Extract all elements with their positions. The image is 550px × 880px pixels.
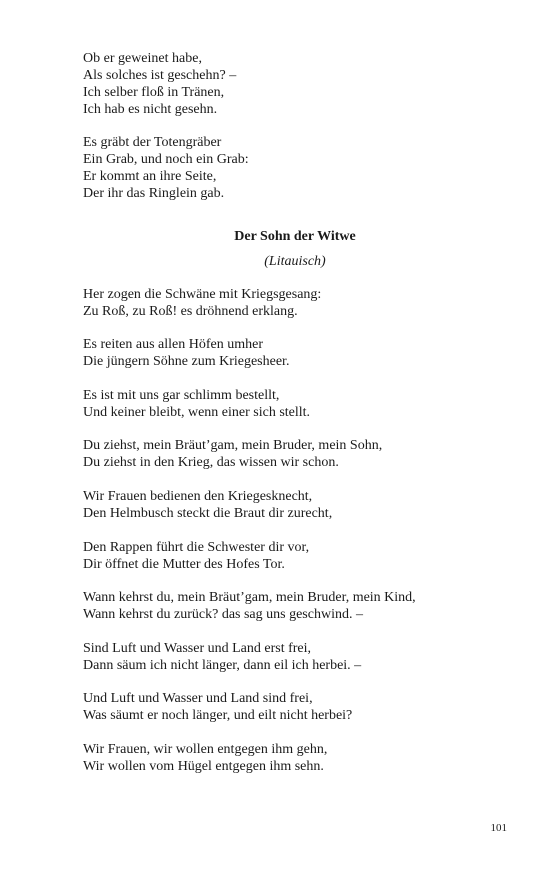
verse-line: Und keiner bleibt, wenn einer sich stellt. [83,405,311,420]
verse-line: Als solches ist geschehn? – [83,68,237,83]
poem-subtitle: (Litauisch) [264,254,326,269]
stanza [83,741,483,775]
verse-line: Zu Roß, zu Roß! es dröhnend erklang. [83,304,298,319]
verse-line: Wann kehrst du zurück? das sag uns geschwind. – [83,607,363,622]
stanza [83,387,483,421]
verse-line: Und Luft und Wasser und Land sind frei, [83,691,313,706]
stanza [83,336,483,370]
verse-line: Wir Frauen, wir wollen entgegen ihm gehn, [83,742,328,757]
verse-line: Den Rappen führt die Schwester dir vor, [83,540,310,555]
verse-line: Es reiten aus allen Höfen umher [83,337,263,352]
verse-line: Her zogen die Schwäne mit Kriegsgesang: [83,287,322,302]
verse-line: Ob er geweinet habe, [83,51,202,66]
stanza [83,488,483,522]
verse-line: Es gräbt der Totengräber [83,135,222,150]
verse-line: Ich selber floß in Tränen, [83,85,225,100]
verse-line: Es ist mit uns gar schlimm bestellt, [83,388,280,403]
stanza [83,539,483,573]
stanza [83,589,483,623]
verse-line: Sind Luft und Wasser und Land erst frei, [83,641,312,656]
verse-line: Wir wollen vom Hügel entgegen ihm sehn. [83,759,324,774]
verse-line: Du ziehst in den Krieg, das wissen wir schon. [83,455,339,470]
page-number: 101 [490,822,507,834]
verse-line: Ich hab es nicht gesehn. [83,102,218,117]
verse-line: Dir öffnet die Mutter des Hofes Tor. [83,557,285,572]
verse-line: Was säumt er noch länger, und eilt nicht herbei? [83,708,353,723]
verse-line: Ein Grab, und noch ein Grab: [83,152,249,167]
stanza [83,437,483,471]
stanza [83,50,483,118]
verse-line: Der ihr das Ringlein gab. [83,186,225,201]
stanza [83,286,483,320]
verse-line: Den Helmbusch steckt die Braut dir zurecht, [83,506,333,521]
stanza [83,640,483,674]
verse-line: Wann kehrst du, mein Bräut’gam, mein Bruder, mein Kind, [83,590,416,605]
verse-line: Die jüngern Söhne zum Kriegesheer. [83,354,290,369]
verse-line: Du ziehst, mein Bräut’gam, mein Bruder, mein Sohn, [83,438,383,453]
verse-line: Wir Frauen bedienen den Kriegesknecht, [83,489,313,504]
verse-line: Er kommt an ihre Seite, [83,169,217,184]
poem-title: Der Sohn der Witwe [234,229,356,244]
verse-line: Dann säum ich nicht länger, dann eil ich herbei. – [83,658,362,673]
stanza [83,690,483,724]
stanza [83,134,483,202]
